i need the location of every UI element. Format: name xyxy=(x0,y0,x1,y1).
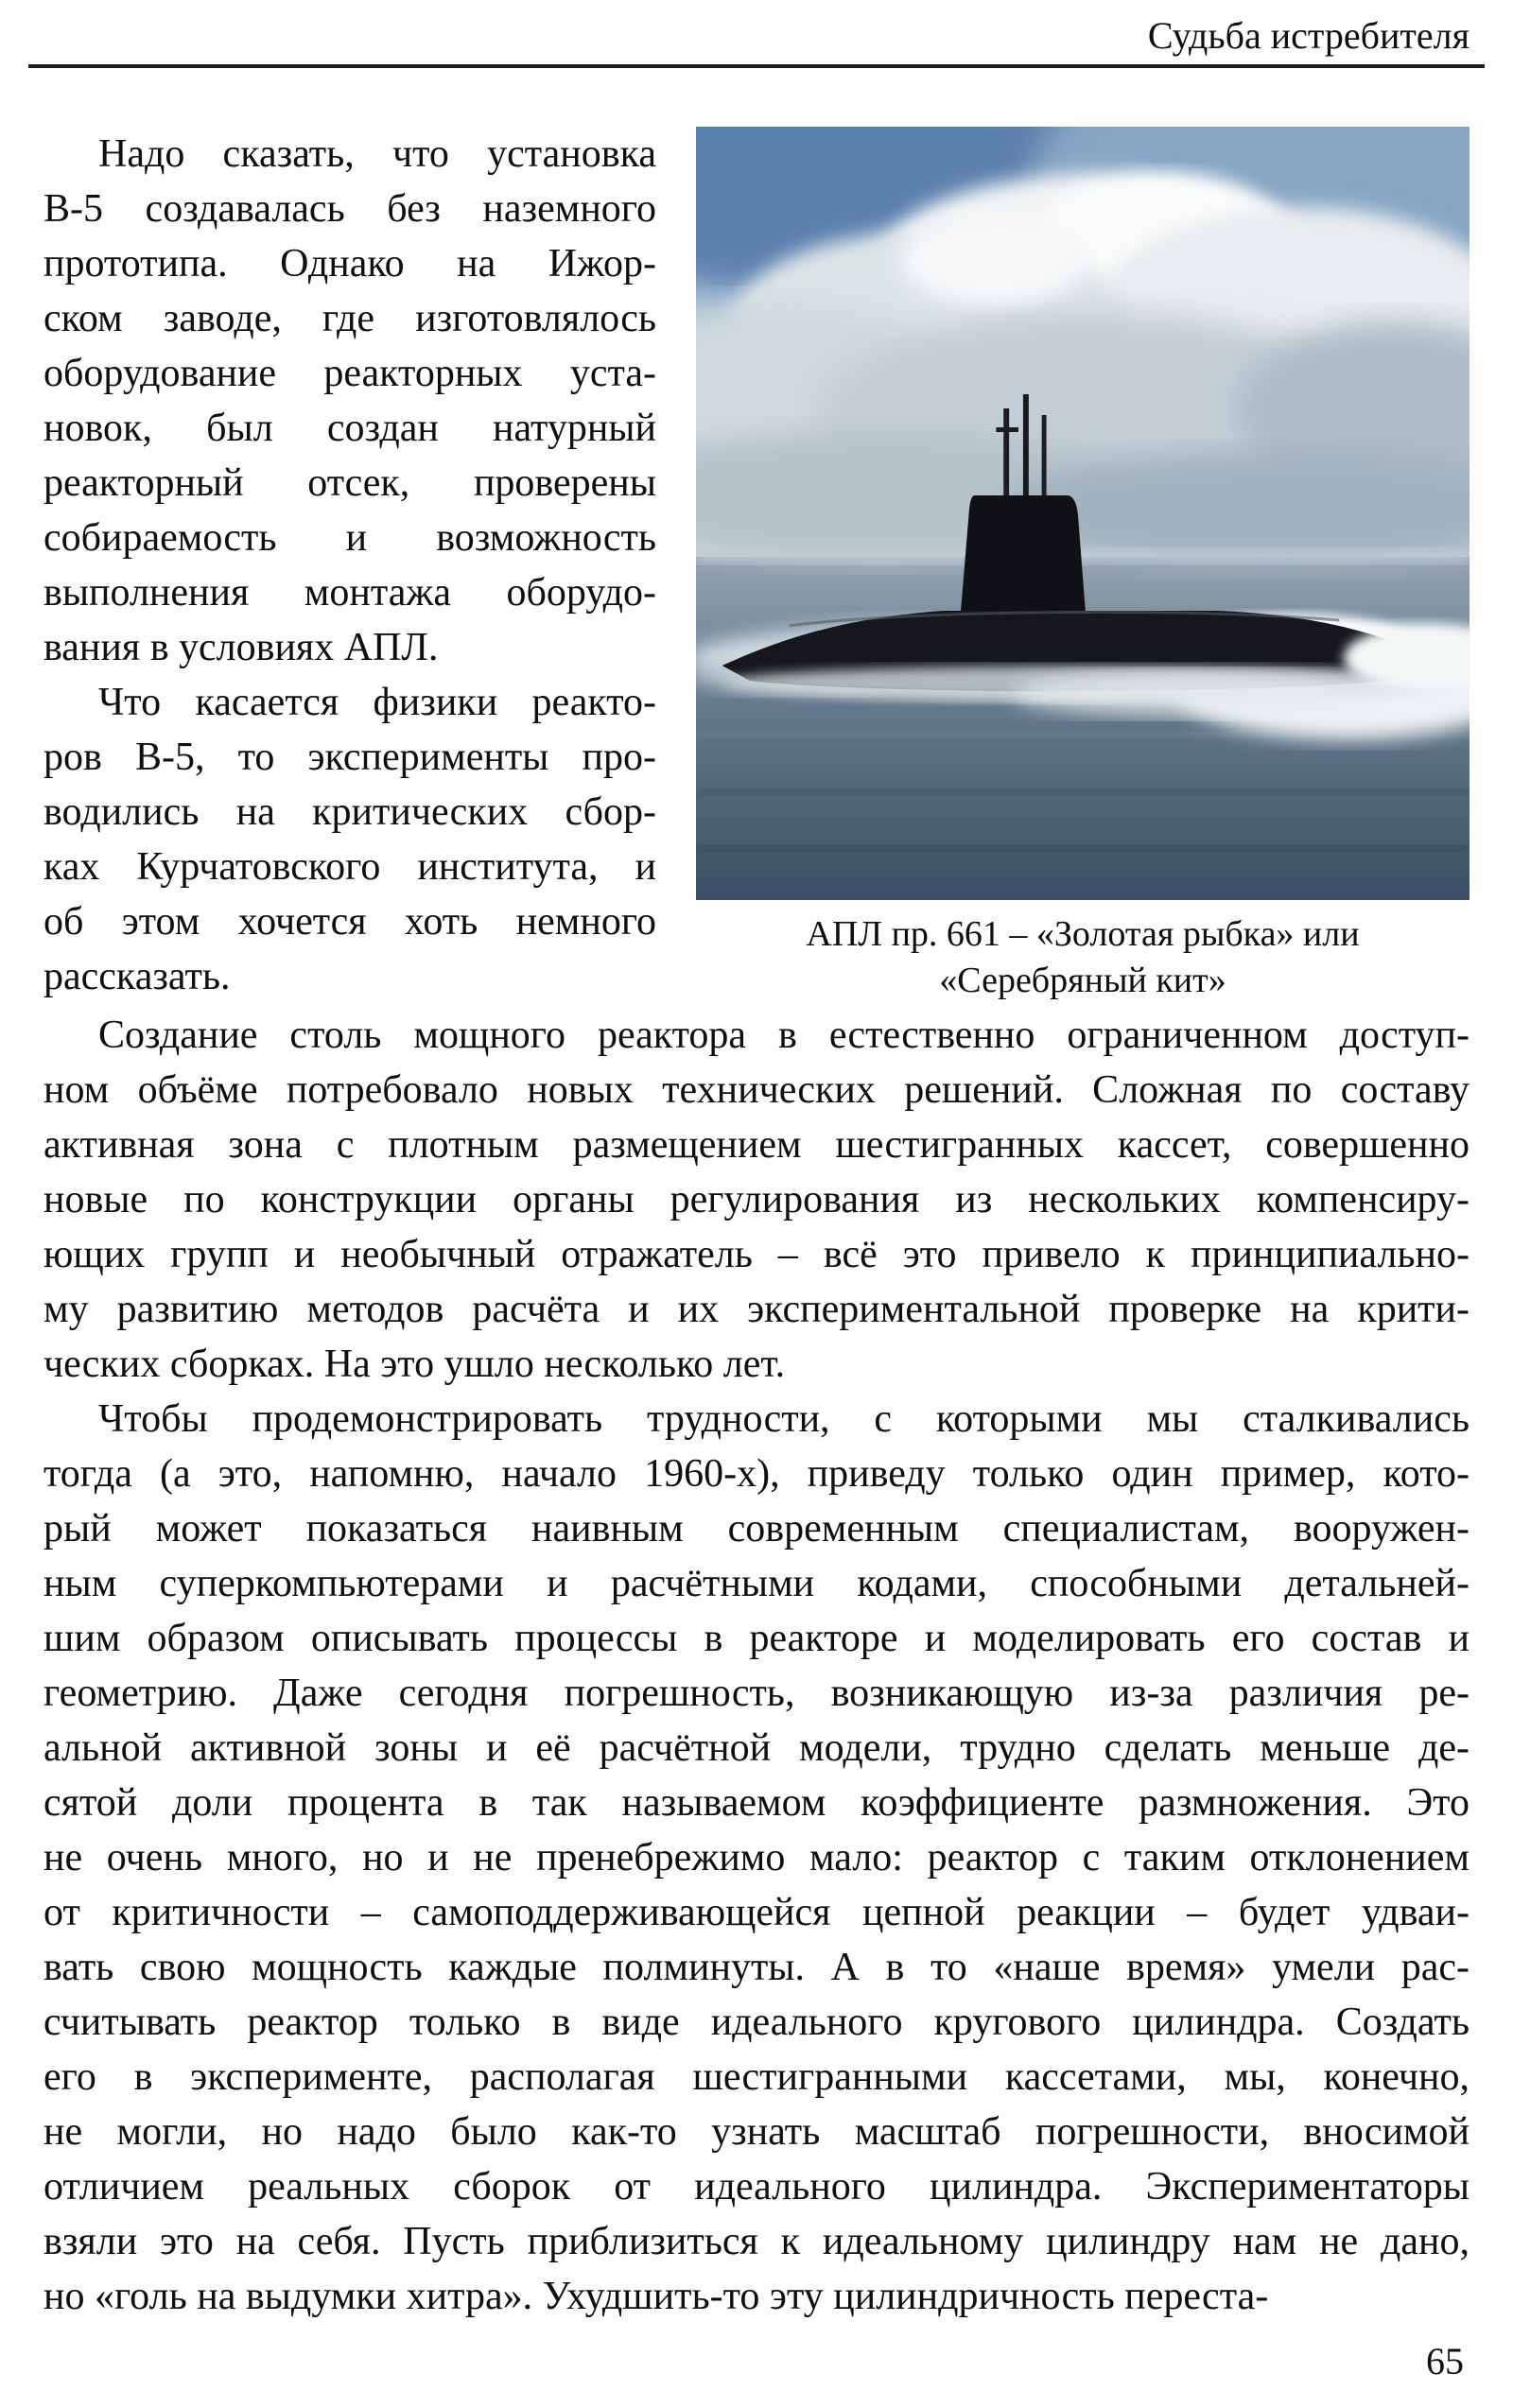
text-line: но «голь на выдумки хитра». Ухудшить-то эту цилиндричность переста- xyxy=(43,2275,1269,2318)
photo-caption-line: «Серебряный кит» xyxy=(939,961,1226,1000)
text-line: его в эксперименте, располагая шестигранными кассетами, мы, конечно, xyxy=(43,2055,1470,2099)
page-number: 65 xyxy=(1426,2340,1464,2382)
text-line: рый может показаться наивным современным специалистам, вооружен- xyxy=(43,1507,1470,1550)
text-line: ческих сборках. На это ушло несколько лет. xyxy=(43,1343,786,1386)
text-line: ках Курчатовского института, и xyxy=(43,845,656,889)
text-line: вания в условиях АПЛ. xyxy=(43,626,439,669)
text-line: считывать реактор только в виде идеального кругового цилиндра. Создать xyxy=(43,2001,1470,2044)
photo-caption xyxy=(696,911,1470,1004)
paragraph xyxy=(43,1008,1470,1392)
running-header-title: Судьба истребителя xyxy=(1147,14,1470,57)
text-line: му развитию методов расчёта и их экспериментальной проверке на крити- xyxy=(43,1288,1470,1331)
body-text xyxy=(43,1008,1470,2324)
text-line: ющих групп и необычный отражатель – всё это привело к принципиально- xyxy=(43,1233,1470,1276)
header-rule xyxy=(28,64,1485,68)
text-line: собираемость и возможность xyxy=(43,516,656,560)
submarine-photo-illustration xyxy=(696,127,1470,900)
text-line: ров В-5, то эксперименты про- xyxy=(43,736,656,779)
text-line: Чтобы продемонстрировать трудности, с которыми мы сталкивались xyxy=(98,1397,1470,1441)
text-line: выполнения монтажа оборудо- xyxy=(43,571,656,615)
text-line: тогда (а это, напомню, начало 1960-х), приведу только один пример, кото- xyxy=(43,1452,1470,1496)
text-line: ным суперкомпьютерами и расчётными кодами, способными детальней- xyxy=(43,1562,1470,1605)
paragraph xyxy=(43,675,656,1004)
text-line: об этом хочется хоть немного xyxy=(43,900,656,944)
text-line: ском заводе, где изготовлялось xyxy=(43,297,656,340)
submarine-photo xyxy=(696,127,1470,900)
text-line: вать свою мощность каждые полминуты. А в то «наше время» умели рас- xyxy=(43,1946,1470,1989)
text-line: не могли, но надо было как-то узнать масштаб погрешности, вносимой xyxy=(43,2110,1470,2154)
text-line: оборудование реакторных уста- xyxy=(43,352,656,395)
text-line: сятой доли процента в так называемом коэффициенте размножения. Это xyxy=(43,1781,1470,1825)
text-line: Надо сказать, что установка xyxy=(98,132,656,176)
text-line: новок, был создан натурный xyxy=(43,407,656,450)
paragraph xyxy=(43,1392,1470,2324)
text-line: Создание столь мощного реактора в естественно ограниченном доступ- xyxy=(98,1013,1470,1057)
paragraph xyxy=(43,127,656,675)
photo-caption-line: АПЛ пр. 661 – «Золотая рыбка» или xyxy=(806,914,1360,954)
text-line: активная зона с плотным размещением шестигранных кассет, совершенно xyxy=(43,1123,1470,1167)
text-line: отличием реальных сборок от идеального цилиндра. Экспериментаторы xyxy=(43,2165,1470,2209)
text-line: прототипа. Однако на Ижор- xyxy=(43,242,656,286)
text-line: В-5 создавалась без наземного xyxy=(43,187,656,231)
top-section xyxy=(43,127,1470,1004)
text-line: шим образом описывать процессы в реакторе и моделировать его состав и xyxy=(43,1617,1470,1660)
text-line: не очень много, но и не пренебрежимо мало: реактор с таким отклонением xyxy=(43,1836,1470,1880)
text-line: геометрию. Даже сегодня погрешность, возникающую из-за различия ре- xyxy=(43,1672,1470,1715)
text-line: рассказать. xyxy=(43,955,231,998)
text-line: альной активной зоны и её расчётной модели, трудно сделать меньше де- xyxy=(43,1726,1470,1770)
text-line: Что касается физики реакто- xyxy=(98,681,656,724)
left-column xyxy=(43,127,656,1004)
text-line: новые по конструкции органы регулирования из нескольких компенсиру- xyxy=(43,1178,1470,1221)
text-line: реакторный отсек, проверены xyxy=(43,461,656,505)
text-line: ном объёме потребовало новых технических решений. Сложная по составу xyxy=(43,1068,1470,1112)
running-header xyxy=(43,0,1470,59)
text-line: от критичности – самоподдерживающейся цепной реакции – будет удваи- xyxy=(43,1891,1470,1934)
right-column xyxy=(696,127,1470,1004)
text-line: водились на критических сбор- xyxy=(43,790,656,834)
text-line: взяли это на себя. Пусть приблизиться к идеальному цилиндру нам не дано, xyxy=(43,2220,1470,2263)
